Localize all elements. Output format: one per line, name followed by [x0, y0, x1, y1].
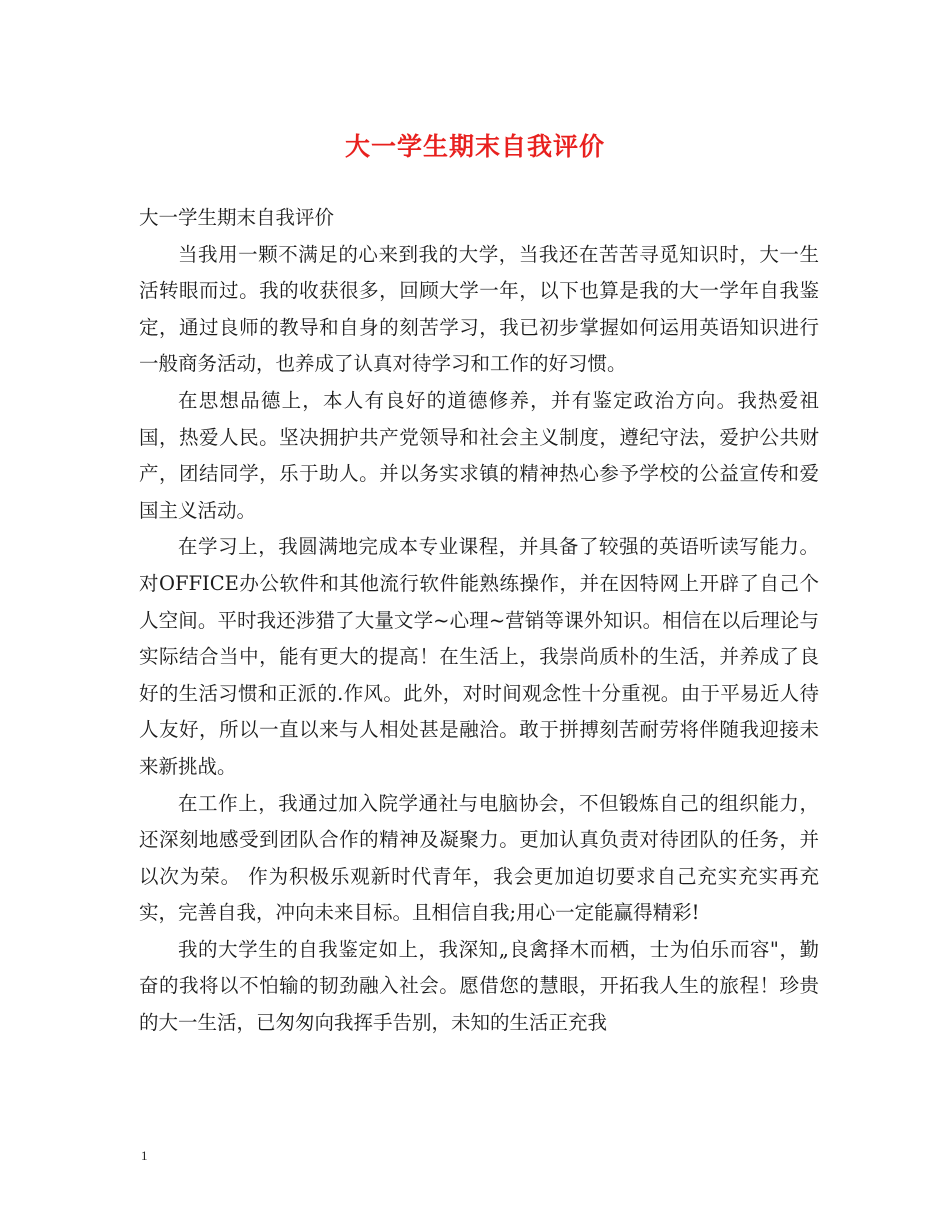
page-number: 1 [141, 1148, 148, 1163]
paragraph-intro: 当我用一颗不满足的心来到我的大学，当我还在苦苦寻觅知识时，大一生活转眼而过。我的收获很多，回顾大学一年，以下也算是我的大一学年自我鉴定，通过良师的教导和自身的刻苦学习，我已初步掌握如何运用英语知识进行一般商务活动，也养成了认真对待学习和工作的好习惯。 [139, 242, 819, 376]
paragraph-morality: 在思想品德上，本人有良好的道德修养，并有鉴定政治方向。我热爱祖国，热爱人民。坚决拥护共产党领导和社会主义制度，遵纪守法，爱护公共财产，团结同学，乐于助人。并以务实求镇的精神热心参予学校的公益宣传和爱国主义活动。 [139, 388, 819, 522]
document-body [139, 200, 819, 1042]
document-subtitle: 大一学生期末自我评价 [139, 206, 335, 229]
paragraph-study: 在学习上，我圆满地完成本专业课程，并具备了较强的英语听读写能力。对OFFICE办公软件和其他流行软件能熟练操作，并在因特网上开辟了自己个人空间。平时我还涉猎了大量文学~心理~营销等课外知识。相信在以后理论与实际结合当中，能有更大的提高！在生活上，我崇尚质朴的生活，并养成了良好的生活习惯和正派的.作风。此外，对时间观念性十分重视。由于平易近人待人友好，所以一直以来与人相处甚是融洽。敢于拼搏刻苦耐劳将伴随我迎接未来新挑战。 [139, 535, 819, 778]
document-title: 大一学生期末自我评价 [344, 132, 605, 161]
paragraph-conclusion: 我的大学生的自我鉴定如上，我深知„良禽择木而栖，士为伯乐而容"，勤奋的我将以不怕输的韧劲融入社会。愿借您的慧眼，开拓我人生的旅程！珍贵的大一生活，已匆匆向我挥手告别，未知的生活正充我 [139, 937, 819, 1035]
paragraph-work: 在工作上，我通过加入院学通社与电脑协会，不但锻炼自己的组织能力，还深刻地感受到团队合作的精神及凝聚力。更加认真负责对待团队的任务，并以次为荣。 作为积极乐观新时代青年，我会更加迫切要求自己充实充实再充实，完善自我，冲向未来目标。且相信自我;用心一定能赢得精彩! [139, 791, 819, 925]
